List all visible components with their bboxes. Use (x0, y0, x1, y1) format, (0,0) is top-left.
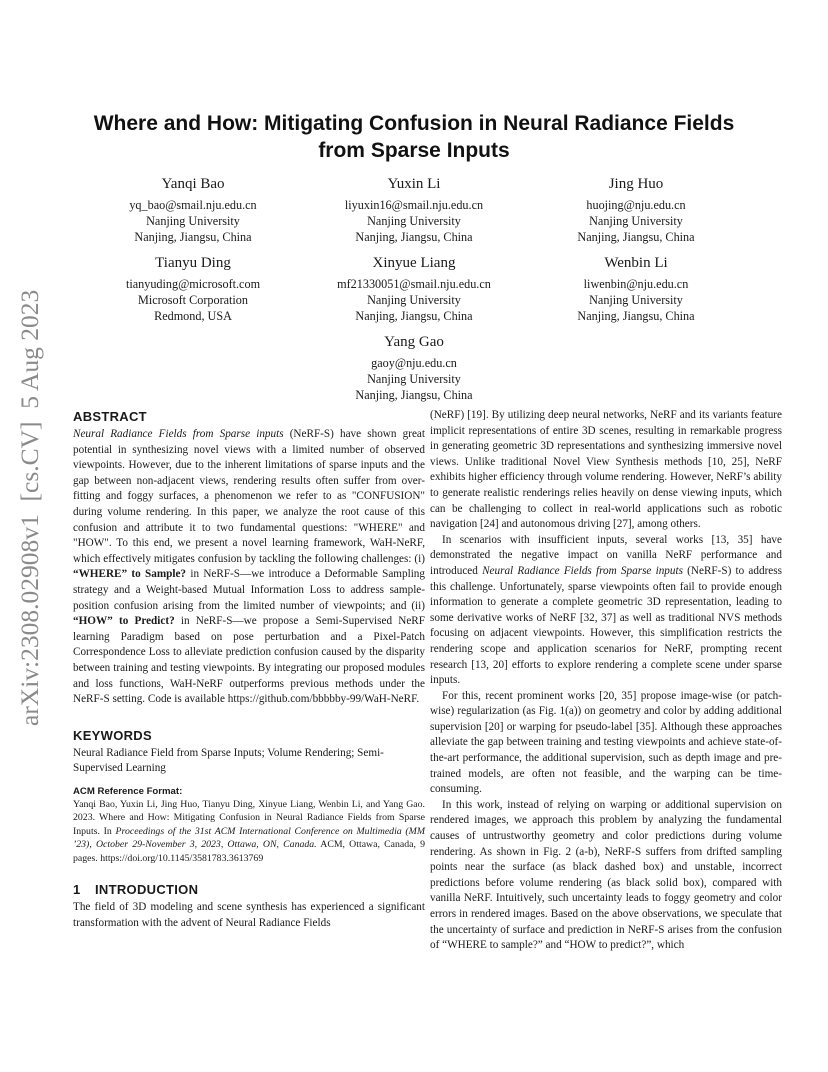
intro-paragraph-1-cont: (NeRF) [19]. By utilizing deep neural networks, NeRF and its variants feature implicit representations of entire 3D scenes, resulting in remarkable progress in generating geometric 3D representations and synthesizing immersive novel views. Unlike traditional Novel View Synthesis methods [10, 25], NeRF exhibits higher efficiency through volume rendering. However, NeRF’s ability to generate realistic renderings relies heavily on dense viewing inputs, which can be challenging to collect in real-world applications such as robotic navigation [24] and autonomous driving [27], among others. (430, 409, 782, 531)
author-block-3 (526, 175, 746, 246)
author-name: Yanqi Bao (161, 176, 225, 192)
acm-reference-part: Yanqi Bao, Yuxin Li, Jing Huo, Tianyu Ding, Xinyue Liang, Wenbin Li, and Yang Gao. 2023. Where and How: Mitigating Confusion in Neural Radiance Fields from Sparse Inputs. In (73, 798, 425, 837)
author-location: Nanjing, Jiangsu, China (355, 388, 473, 403)
author-name: Tianyu Ding (155, 255, 231, 271)
abstract-term: Neural Radiance Fields from Sparse inputs (73, 428, 284, 440)
author-affiliation: Nanjing University (367, 372, 461, 387)
author-block-6 (526, 254, 746, 325)
abstract-text-part: (NeRF-S) have shown great potential in synthesizing novel views with a limited number of observed viewpoints. However, due to the inherent limitations of sparse inputs and the gap between non-adjacent views, rendering results often suffer from over-fitting and foggy surfaces, a phenomenon we refer to as "CONFUSION" during volume rendering. In this paper, we analyze the root cause of this confusion and attribute it to two fundamental questions: "WHERE" and "HOW". To this end, we present a novel learning framework, WaH-NeRF, which effectively mitigates confusion by tackling the following challenges: (i) (73, 428, 425, 565)
author-email[interactable]: liwenbin@nju.edu.cn (583, 277, 689, 291)
author-name: Yuxin Li (387, 176, 441, 192)
intro-text-part: In scenarios with insufficient inputs, several works [13, 35] have demonstrated the negative impact on vanilla NeRF performance and introduced (430, 533, 782, 577)
abstract-heading: ABSTRACT (73, 409, 147, 424)
introduction-heading (73, 881, 425, 898)
intro-paragraph-3: For this, recent prominent works [20, 35] propose image-wise (or patch-wise) regularization (as Fig. 1(a)) on geometry and color by adding additional supervision [20] or warping for pseudo-label [35]. Although these approaches alleviate the gap between training and testing viewpoints and achieve state-of-the-art performance, the additional supervision, such as depth image and pre-trained models, are often not feasible, and the warping can be time-consuming. (430, 689, 782, 796)
acm-reference-text (73, 798, 425, 866)
intro-term: Neural Radiance Fields from Sparse inputs (482, 564, 683, 577)
author-location: Nanjing, Jiangsu, China (577, 230, 695, 245)
arxiv-stamp (10, 288, 50, 728)
author-block-1 (83, 175, 303, 246)
author-block-4 (83, 254, 303, 325)
author-name: Yang Gao (384, 334, 444, 350)
arxiv-stamp-svg (10, 288, 50, 728)
keywords-heading: KEYWORDS (73, 727, 152, 743)
author-location: Nanjing, Jiangsu, China (134, 230, 252, 245)
author-block-7 (304, 333, 524, 404)
author-email[interactable]: gaoy@nju.edu.cn (371, 356, 457, 370)
author-block-5 (304, 254, 524, 325)
author-location: Nanjing, Jiangsu, China (577, 309, 695, 324)
intro-paragraph-2 (430, 533, 782, 689)
section-title: INTRODUCTION (95, 882, 199, 898)
arxiv-stamp-text: arXiv:2308.02908v1 [cs.CV] 5 Aug 2023 (15, 289, 44, 726)
author-email[interactable]: tianyuding@microsoft.com (125, 277, 261, 291)
abstract-text-part: in NeRF-S—we propose a Semi-Supervised NeRF learning Paradigm based on pose perturbation and a Pixel-Patch Correspondence Loss to alleviate prediction confusion caused by the disparity between training and testing viewpoints. By integrating our proposed modules and loss functions, WaH-NeRF outperforms previous methods under the NeRF-S setting. Code is available https://github.com/bbbbby-99/WaH-NeRF. (73, 615, 425, 706)
title-line-1: Where and How: Mitigating Confusion in Neural Radiance Fields (93, 112, 735, 135)
acm-reference-proceedings: Proceedings of the 31st ACM International Conference on Multimedia (MM ’23), October 29-November 3, 2023, Ottawa, ON, Canada. (73, 825, 425, 851)
author-email[interactable]: yq_bao@smail.nju.edu.cn (129, 198, 257, 212)
right-column (430, 408, 782, 954)
intro-paragraph-1-start: The field of 3D modeling and scene synthesis has experienced a significant transformation with the advent of Neural Radiance Fields (73, 901, 425, 929)
intro-text-part: (NeRF-S) to address this challenge. Unfortunately, sparse viewpoints often fail to provide enough information to generate a complete geometric 3D representation, leading to some derivative works of NeRF [32, 37] as well as traditional NVS methods focusing on adjacent viewpoints. However, this simplification restricts the rendering scope and application scenarios for NeRF, prompting recent research [13, 20] efforts to explore rendering a complete scene under sparse inputs. (430, 564, 782, 687)
author-name: Xinyue Liang (372, 255, 456, 271)
abstract-text (73, 427, 425, 708)
paper-title (60, 110, 768, 164)
title-line-2: from Sparse Inputs (318, 139, 510, 162)
author-email[interactable]: liyuxin16@smail.nju.edu.cn (344, 198, 484, 212)
author-location: Redmond, USA (154, 309, 232, 324)
author-affiliation: Microsoft Corporation (137, 293, 248, 308)
abstract-how-question: “HOW” to Predict? (73, 615, 175, 628)
author-block-2 (304, 175, 524, 246)
acm-reference-heading: ACM Reference Format: (73, 785, 183, 797)
keywords-text: Neural Radiance Field from Sparse Inputs; Volume Rendering; Semi-Supervised Learning (73, 746, 384, 775)
author-location: Nanjing, Jiangsu, China (355, 309, 473, 324)
author-email[interactable]: mf21330051@smail.nju.edu.cn (337, 277, 491, 291)
author-affiliation: Nanjing University (146, 214, 240, 229)
author-affiliation: Nanjing University (589, 214, 683, 229)
author-affiliation: Nanjing University (367, 293, 461, 308)
intro-paragraph-4: In this work, instead of relying on warping or additional supervision on rendered images, we approach this problem by analyzing the fundamental causes of untrustworthy geometry and color predictions during volume rendering. As shown in Fig. 2 (a-b), NeRF-S suffers from drifted sampling points near the surface (as black dashed box) and unstable, incorrect predictions before volume rendering (as black solid box), compared with vanilla NeRF. Intuitively, such uncertainty leads to foggy geometry and color errors in rendered images. Based on the above observations, we speculate that the uncertainty of surface and prediction in NeRF-S arises from the confusion of “WHERE to sample?” and “HOW to predict?”, which (430, 798, 782, 952)
author-name: Wenbin Li (604, 255, 668, 271)
acm-reference-part: ACM, Ottawa, Canada, 9 pages. https://doi.org/10.1145/3581783.3613769 (73, 839, 425, 864)
section-number: 1 (73, 882, 81, 898)
author-name: Jing Huo (608, 176, 664, 192)
author-email[interactable]: huojing@nju.edu.cn (586, 198, 686, 212)
author-affiliation: Nanjing University (589, 293, 683, 308)
abstract-text-part: in NeRF-S—we introduce a Deformable Sampling strategy and a Weight-based Mutual Information Loss to address sample-position confusion arising from the limited number of viewpoints; and (ii) (73, 568, 425, 612)
author-affiliation: Nanjing University (367, 214, 461, 229)
abstract-where-question: “WHERE” to Sample? (73, 568, 187, 581)
author-location: Nanjing, Jiangsu, China (355, 230, 473, 245)
left-column (73, 408, 425, 932)
